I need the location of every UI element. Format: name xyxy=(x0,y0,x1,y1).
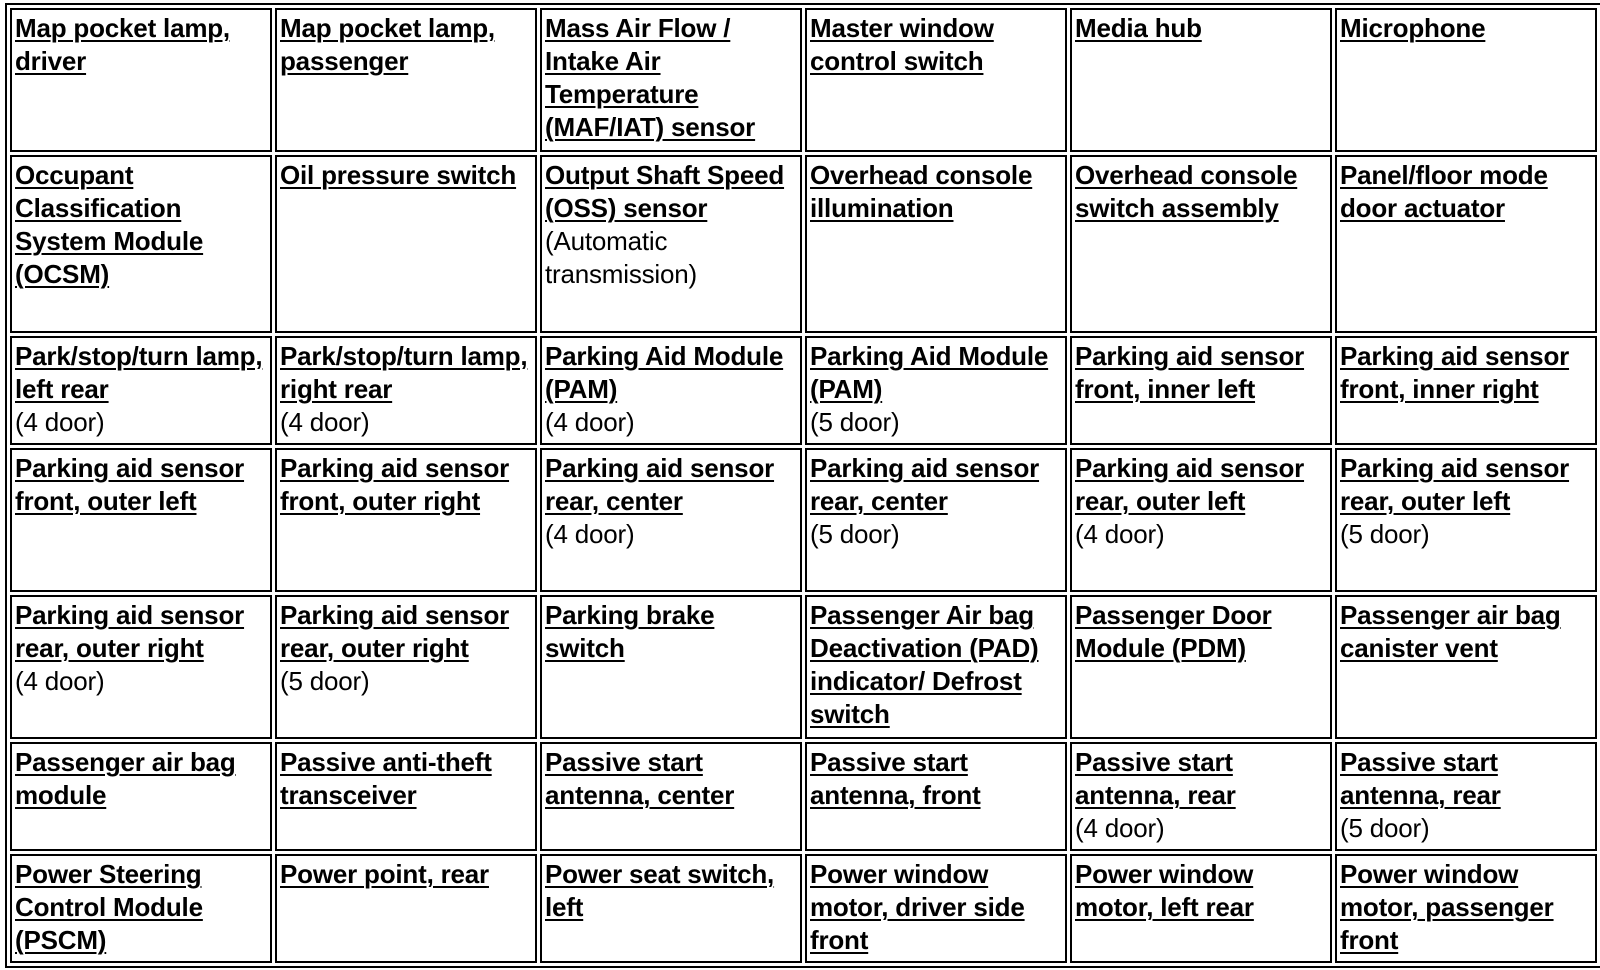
component-link[interactable]: Passenger air bag canister vent xyxy=(1340,599,1561,663)
component-link[interactable]: Power window motor, driver side front xyxy=(810,859,1025,955)
component-link[interactable]: Oil pressure switch xyxy=(280,160,517,191)
table-cell xyxy=(540,336,802,445)
table-cell xyxy=(805,448,1067,592)
component-link[interactable]: Power point, rear xyxy=(280,859,489,889)
variant-note: (4 door) xyxy=(1075,518,1165,549)
table-cell xyxy=(10,448,272,592)
component-link[interactable]: Parking aid sensor rear, outer left xyxy=(1340,452,1570,516)
component-link[interactable]: Park/stop/turn lamp, right rear xyxy=(280,340,528,404)
table-cell xyxy=(1070,742,1332,851)
table-cell xyxy=(10,595,272,739)
table-cell xyxy=(10,854,272,963)
component-index-table xyxy=(5,3,1600,968)
variant-note: (5 door) xyxy=(1340,813,1430,844)
table-cell xyxy=(10,742,272,851)
component-link[interactable]: Power seat switch, left xyxy=(545,859,775,922)
component-link[interactable]: Parking Aid Module (PAM) xyxy=(810,340,1049,404)
component-link[interactable]: Power window motor, left rear xyxy=(1075,859,1254,922)
table-cell xyxy=(275,155,537,332)
component-link[interactable]: Passenger Door Module (PDM) xyxy=(1075,599,1272,663)
table-cell xyxy=(1335,8,1597,152)
component-link[interactable]: Overhead console switch assembly xyxy=(1075,160,1298,224)
component-link[interactable]: Passive start antenna, rear xyxy=(1340,747,1501,811)
component-link[interactable]: Parking aid sensor front, inner right xyxy=(1340,340,1570,404)
table-cell xyxy=(1070,155,1332,332)
component-link[interactable]: Passive start antenna, rear xyxy=(1075,747,1236,811)
component-link[interactable]: Passenger Air bag Deactivation (PAD) indicator/ Defrost switch xyxy=(810,599,1039,729)
component-link[interactable]: Mass Air Flow / Intake Air Temperature (MAF/IAT) sensor xyxy=(545,13,756,142)
table-cell xyxy=(1070,336,1332,445)
table-cell xyxy=(1335,854,1597,963)
component-link[interactable]: Parking aid sensor front, outer left xyxy=(15,452,245,516)
component-link[interactable]: Media hub xyxy=(1075,13,1202,43)
table-cell xyxy=(275,742,537,851)
variant-note: (4 door) xyxy=(545,406,635,437)
table-cell xyxy=(1335,336,1597,445)
component-link[interactable]: Panel/floor mode door actuator xyxy=(1340,160,1548,224)
component-link[interactable]: Passenger air bag module xyxy=(15,747,236,811)
table-cell xyxy=(1070,8,1332,152)
variant-note: (5 door) xyxy=(810,406,900,437)
table-cell xyxy=(10,336,272,445)
component-link[interactable]: Output Shaft Speed (OSS) sensor xyxy=(545,160,785,224)
table-cell xyxy=(275,448,537,592)
variant-note: (4 door) xyxy=(545,518,635,549)
table-cell xyxy=(275,336,537,445)
table-cell xyxy=(805,8,1067,152)
table-cell xyxy=(275,595,537,739)
table-cell xyxy=(1335,448,1597,592)
table-cell xyxy=(1335,742,1597,851)
component-link[interactable]: Power window motor, passenger front xyxy=(1340,859,1554,955)
variant-note: (4 door) xyxy=(15,665,105,696)
table-cell xyxy=(275,854,537,963)
variant-note: (5 door) xyxy=(810,518,900,549)
table-cell xyxy=(275,8,537,152)
table-cell xyxy=(540,742,802,851)
variant-note: (4 door) xyxy=(280,406,370,437)
table-cell xyxy=(540,155,802,332)
component-link[interactable]: Parking aid sensor front, inner left xyxy=(1075,340,1305,404)
table-cell xyxy=(10,8,272,152)
component-link[interactable]: Parking aid sensor rear, center xyxy=(810,452,1040,516)
component-link[interactable]: Master window control switch xyxy=(810,13,994,76)
table-cell xyxy=(1070,448,1332,592)
component-link[interactable]: Parking brake switch xyxy=(545,599,715,663)
table-cell xyxy=(1335,155,1597,332)
component-link[interactable]: Passive anti-theft transceiver xyxy=(280,747,492,811)
component-link[interactable]: Passive start antenna, center xyxy=(545,747,735,811)
component-link[interactable]: Occupant Classification System Module (OCSM) xyxy=(15,160,204,290)
table-cell xyxy=(540,854,802,963)
component-link[interactable]: Parking aid sensor rear, outer left xyxy=(1075,452,1305,516)
table-cell xyxy=(1335,595,1597,739)
table-cell xyxy=(805,595,1067,739)
table-cell xyxy=(10,155,272,332)
table-cell xyxy=(805,336,1067,445)
component-link[interactable]: Microphone xyxy=(1340,13,1486,43)
component-link[interactable]: Map pocket lamp, passenger xyxy=(280,13,495,76)
table-cell xyxy=(540,448,802,592)
variant-note: (4 door) xyxy=(1075,813,1165,844)
component-link[interactable]: Parking aid sensor rear, outer right xyxy=(15,599,245,663)
table-cell xyxy=(1070,595,1332,739)
component-link[interactable]: Parking Aid Module (PAM) xyxy=(545,340,784,404)
table-cell xyxy=(805,155,1067,332)
variant-note: (5 door) xyxy=(280,665,370,696)
component-link[interactable]: Parking aid sensor front, outer right xyxy=(280,452,510,516)
component-link[interactable]: Park/stop/turn lamp, left rear xyxy=(15,340,263,404)
variant-note: (Automatic transmission) xyxy=(545,226,697,290)
component-link[interactable]: Parking aid sensor rear, center xyxy=(545,452,775,516)
component-link[interactable]: Power Steering Control Module (PSCM) xyxy=(15,859,203,955)
table-cell xyxy=(805,854,1067,963)
variant-note: (4 door) xyxy=(15,406,105,437)
variant-note: (5 door) xyxy=(1340,518,1430,549)
component-link[interactable]: Map pocket lamp, driver xyxy=(15,13,230,76)
table-cell xyxy=(540,595,802,739)
component-link[interactable]: Passive start antenna, front xyxy=(810,747,981,811)
component-link[interactable]: Parking aid sensor rear, outer right xyxy=(280,599,510,663)
table-cell xyxy=(1070,854,1332,963)
component-link[interactable]: Overhead console illumination xyxy=(810,160,1033,224)
table-cell xyxy=(540,8,802,152)
table-cell xyxy=(805,742,1067,851)
